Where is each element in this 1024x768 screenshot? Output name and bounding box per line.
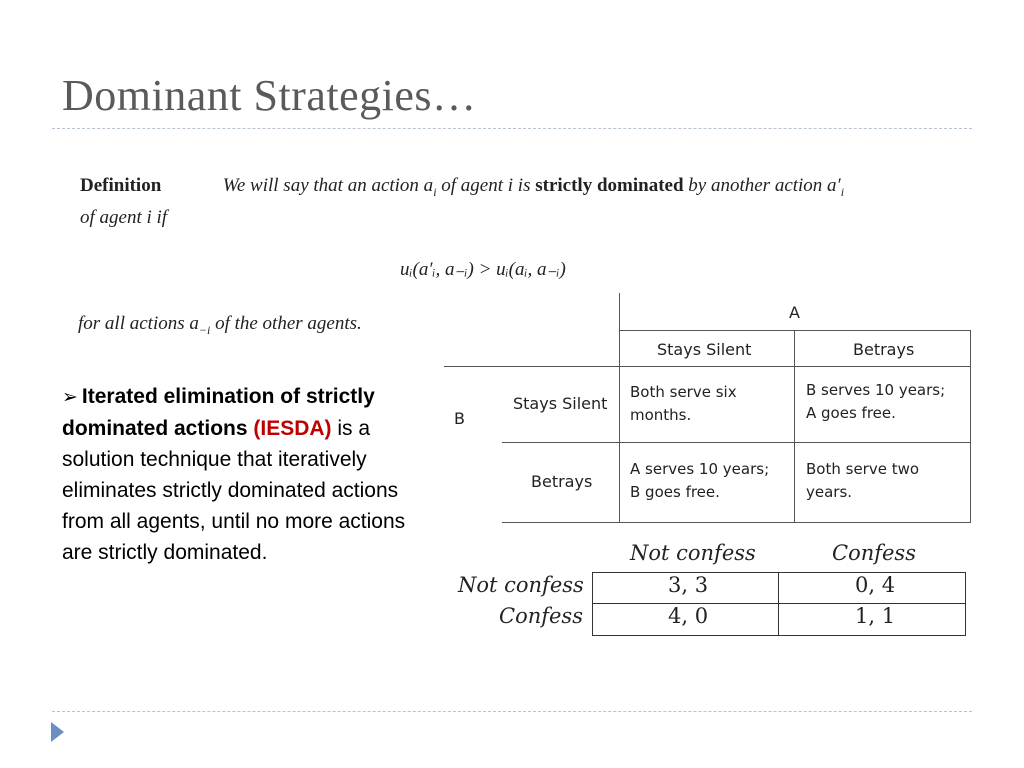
definition-footer <box>78 313 362 338</box>
t2-col-header-2: Confess <box>832 541 916 565</box>
t1-cell-2-2 <box>806 458 919 504</box>
t1-vline-right <box>970 330 971 523</box>
definition-sub-i2: i <box>840 184 845 199</box>
definition-sub-i: i <box>433 184 437 199</box>
t2-col-header-1: Not confess <box>630 541 756 565</box>
t1-hline-1 <box>619 330 971 331</box>
t2-vline-right <box>965 572 966 636</box>
t1-hline-2 <box>444 366 971 367</box>
footer-text-a: for all actions a <box>78 313 199 334</box>
t2-cell-2-1: 4, 0 <box>668 604 709 628</box>
footer-text-b: of the other agents. <box>210 313 362 334</box>
t1-cell-1-2-line2: A goes free. <box>806 404 896 422</box>
formula-text: uᵢ(a′ᵢ, a₋ᵢ) > uᵢ(aᵢ, a₋ᵢ) <box>400 259 566 280</box>
t1-cell-1-1 <box>630 381 737 427</box>
bullet-rest-text: is a solution technique that iteratively eliminates strictly dominated actions from all agents, until no more actions are strictly dominated. <box>62 417 406 564</box>
t1-col-header-1: Stays Silent <box>657 340 752 359</box>
play-triangle-icon[interactable] <box>51 722 64 742</box>
t1-hline-3 <box>502 442 971 443</box>
definition-text-a: We will say that an action a <box>222 175 434 196</box>
t1-hline-4 <box>502 522 971 523</box>
t1-cell-2-1-line2: B goes free. <box>630 483 720 501</box>
t2-cell-2-2: 1, 1 <box>855 604 896 628</box>
title-divider <box>52 128 972 129</box>
t2-hline-top <box>592 572 966 573</box>
definition-heading: Definition <box>80 175 162 196</box>
t1-col-header-2: Betrays <box>853 340 915 359</box>
bullet-bold-text: Iterated elimination of strictly dominated actions <box>62 385 375 440</box>
t1-row-header-1: Stays Silent <box>513 394 608 413</box>
t1-row-header-2: Betrays <box>531 472 593 491</box>
t1-vline-left <box>619 293 620 523</box>
t1-row-player: B <box>454 409 465 428</box>
t1-col-player: A <box>789 303 800 322</box>
definition-text-b: of agent i is <box>436 175 536 196</box>
t2-hline-bot <box>592 635 966 636</box>
t2-vline-left <box>592 572 593 636</box>
slide-title: Dominant Strategies… <box>62 71 477 120</box>
bullet-arrow-icon: ➢ <box>62 387 78 408</box>
definition-text-c: by another action a′ <box>683 175 841 196</box>
t1-cell-1-2 <box>806 379 945 425</box>
t2-hline-mid <box>592 603 966 604</box>
t2-cell-1-1: 3, 3 <box>668 573 709 597</box>
t1-cell-2-1-line1: A serves 10 years; <box>630 460 770 478</box>
definition-text-line2: of agent i if <box>80 207 168 228</box>
t2-vline-mid <box>778 572 779 636</box>
t2-row-header-1: Not confess <box>458 573 584 597</box>
t1-cell-1-2-line1: B serves 10 years; <box>806 381 946 399</box>
t1-vline-mid <box>794 330 795 523</box>
t1-cell-1-1-line2: months. <box>630 406 692 424</box>
t1-cell-2-2-line1: Both serve two <box>806 460 920 478</box>
payoff-table-numeric <box>452 538 972 638</box>
t2-row-header-2: Confess <box>499 604 583 628</box>
footer-sub: −i <box>198 322 211 337</box>
footer-divider <box>52 711 972 712</box>
definition-line-1 <box>80 175 844 200</box>
definition-formula <box>400 258 566 281</box>
t2-cell-1-2: 0, 4 <box>855 573 896 597</box>
payoff-table-text <box>444 293 974 525</box>
bullet-acronym: (IESDA) <box>253 417 332 440</box>
t1-cell-1-1-line1: Both serve six <box>630 383 737 401</box>
bullet-paragraph <box>62 381 430 568</box>
definition-line-2 <box>80 207 167 229</box>
t1-cell-2-2-line2: years. <box>806 483 853 501</box>
t1-cell-2-1 <box>630 458 769 504</box>
definition-strong: strictly dominated <box>535 175 684 196</box>
